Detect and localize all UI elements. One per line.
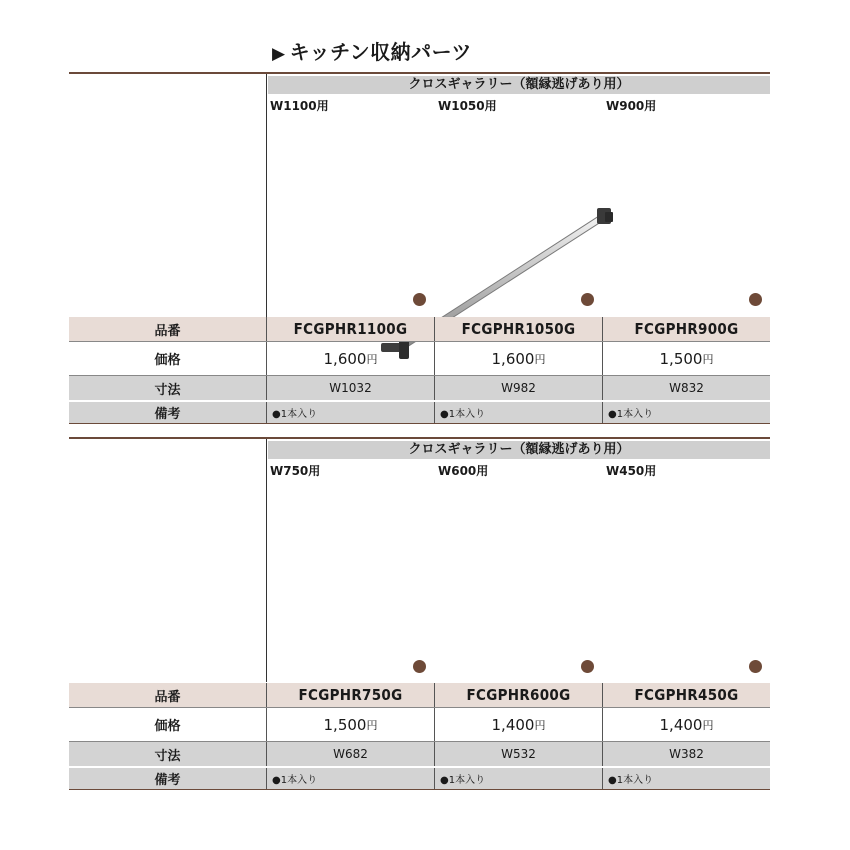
size-label: W900用 <box>606 99 657 113</box>
row-separator <box>69 766 770 767</box>
section-top-rule <box>69 437 770 439</box>
currency: 円 <box>534 718 546 732</box>
color-swatch-icon <box>413 293 426 306</box>
label-hinban: 品番 <box>154 323 181 339</box>
section-bottom-rule <box>69 789 770 790</box>
product-code: FCGPHR450G <box>602 683 770 707</box>
currency: 円 <box>366 718 378 732</box>
currency: 円 <box>366 352 378 366</box>
price-value: 1,500 <box>659 349 703 368</box>
currency: 円 <box>702 352 714 366</box>
dimension-value: W832 <box>602 376 770 400</box>
label-sunpo: 寸法 <box>154 748 181 764</box>
note-value: ●1本入り <box>602 768 770 789</box>
section-bottom-rule <box>69 423 770 424</box>
color-swatch-icon <box>749 660 762 673</box>
dimension-value: W1032 <box>266 376 434 400</box>
label-kakaku: 価格 <box>154 353 181 368</box>
row-price <box>69 342 770 375</box>
size-label: W1100用 <box>270 99 329 113</box>
color-swatch-icon <box>581 660 594 673</box>
price-cell <box>602 708 770 741</box>
price-cell <box>602 342 770 375</box>
section-header: クロスギャラリー（額縁逃げあり用） <box>268 76 770 94</box>
price-cell <box>434 708 602 741</box>
price-value: 1,500 <box>323 715 367 734</box>
price-value: 1,400 <box>491 715 535 734</box>
product-code: FCGPHR600G <box>434 683 602 707</box>
size-label: W450用 <box>606 464 657 478</box>
note-value: ●1本入り <box>434 768 602 789</box>
row-dimension <box>69 376 770 400</box>
product-code: FCGPHR1100G <box>266 317 434 341</box>
title-marker: ▶ <box>272 44 286 64</box>
note-value: ●1本入り <box>602 402 770 423</box>
color-swatch-icon <box>581 293 594 306</box>
note-value: ●1本入り <box>434 402 602 423</box>
page-title <box>272 36 472 65</box>
size-labels <box>0 97 850 113</box>
product-code: FCGPHR750G <box>266 683 434 707</box>
dimension-value: W682 <box>266 742 434 766</box>
row-separator <box>69 400 770 401</box>
size-label: W1050用 <box>438 99 497 113</box>
product-code: FCGPHR900G <box>602 317 770 341</box>
price-cell <box>434 342 602 375</box>
bracket-right-icon <box>597 208 613 224</box>
label-biko: 備考 <box>154 773 181 788</box>
label-kakaku: 価格 <box>154 719 181 734</box>
color-swatch-icon <box>749 293 762 306</box>
dimension-value: W982 <box>434 376 602 400</box>
row-code <box>69 317 770 341</box>
currency: 円 <box>534 352 546 366</box>
price-value: 1,400 <box>659 715 703 734</box>
price-cell <box>266 342 434 375</box>
row-note <box>69 768 770 789</box>
currency: 円 <box>702 718 714 732</box>
size-label: W750用 <box>270 464 321 478</box>
section-top-rule <box>69 72 770 74</box>
note-value: ●1本入り <box>266 768 434 789</box>
row-note <box>69 402 770 423</box>
row-code <box>69 683 770 707</box>
color-swatch-icon <box>413 660 426 673</box>
section-header: クロスギャラリー（額縁逃げあり用） <box>268 441 770 459</box>
price-value: 1,600 <box>323 349 367 368</box>
page-title-text: キッチン収納パーツ <box>289 40 472 64</box>
dimension-value: W382 <box>602 742 770 766</box>
label-biko: 備考 <box>154 407 181 422</box>
size-label: W600用 <box>438 464 489 478</box>
label-hinban: 品番 <box>154 689 181 705</box>
row-dimension <box>69 742 770 766</box>
size-labels <box>0 462 850 478</box>
dimension-value: W532 <box>434 742 602 766</box>
label-sunpo: 寸法 <box>154 382 181 398</box>
product-code: FCGPHR1050G <box>434 317 602 341</box>
price-value: 1,600 <box>491 349 535 368</box>
row-price <box>69 708 770 741</box>
note-value: ●1本入り <box>266 402 434 423</box>
price-cell <box>266 708 434 741</box>
